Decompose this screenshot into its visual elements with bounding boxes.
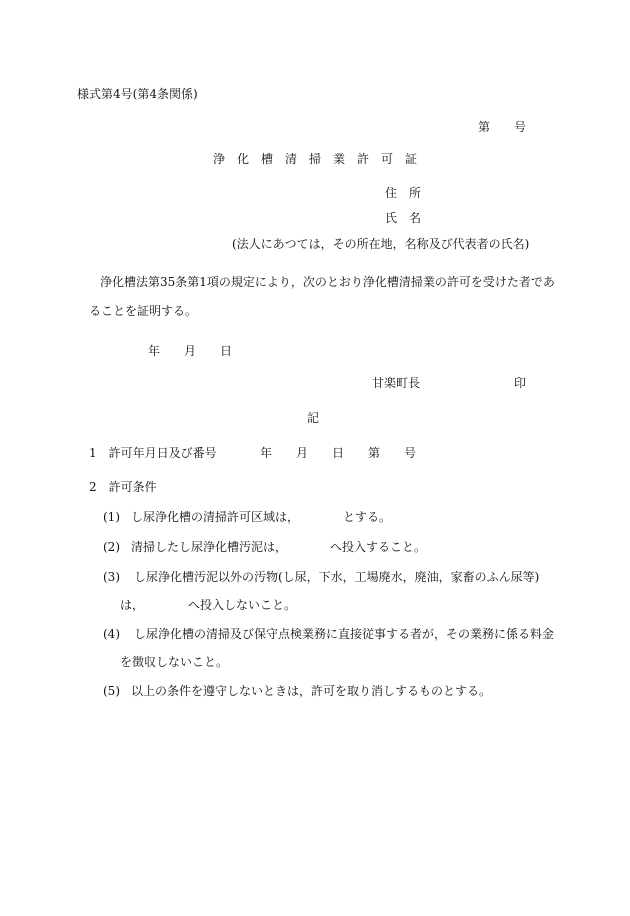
condition-1-tail: とする。 — [343, 510, 392, 524]
item-1-date-number: 年 月 日 第 号 — [260, 446, 417, 460]
condition-2-text: 清掃したし尿浄化槽汚泥は， — [131, 540, 288, 554]
form-label: 様式第4号(第4条関係) — [77, 87, 198, 101]
condition-3-text: し尿浄化槽汚泥以外の汚物(し尿，下水，工場廃水，廃油，家畜のふん尿等) — [134, 570, 540, 584]
condition-1-number: (1) — [103, 510, 120, 524]
condition-4-number: (4) — [103, 627, 120, 641]
document-title: 浄 化 槽 清 掃 業 許 可 証 — [213, 152, 418, 166]
condition-4-continuation: を徴収しないこと。 — [120, 655, 229, 669]
condition-5-text: 以上の条件を遵守しないときは，許可を取り消しするものとする。 — [131, 684, 492, 698]
body-text-line-1: 浄化槽法第35条第1項の規定により，次のとおり浄化槽清掃業の許可を受けた者であ — [100, 275, 555, 289]
condition-4-text: し尿浄化槽の清掃及び保守点検業務に直接従事する者が，その業務に係る料金 — [134, 627, 555, 641]
body-text-line-2: ることを証明する。 — [89, 304, 198, 318]
ki-heading: 記 — [307, 411, 320, 425]
address-label: 住 所 — [385, 186, 422, 200]
condition-2-tail: へ投入すること。 — [330, 540, 427, 554]
condition-3-continuation-tail: へ投入しないこと。 — [188, 598, 297, 612]
certificate-number: 第 号 — [478, 120, 527, 134]
issue-date: 年 月 日 — [148, 344, 233, 358]
name-label: 氏 名 — [385, 211, 422, 225]
condition-3-number: (3) — [103, 570, 120, 584]
item-1-label: 1 許可年月日及び番号 — [89, 446, 217, 460]
condition-5-number: (5) — [103, 684, 120, 698]
corporation-note: (法人にあつては，その所在地，名称及び代表者の氏名) — [232, 237, 530, 251]
seal-mark: 印 — [514, 376, 527, 390]
item-2-label: 2 許可条件 — [89, 480, 157, 494]
issuer-name: 甘楽町長 — [372, 376, 421, 390]
condition-2-number: (2) — [103, 540, 120, 554]
condition-1-text: し尿浄化槽の清掃許可区域は， — [131, 510, 300, 524]
condition-3-continuation-lead: は， — [120, 598, 145, 612]
